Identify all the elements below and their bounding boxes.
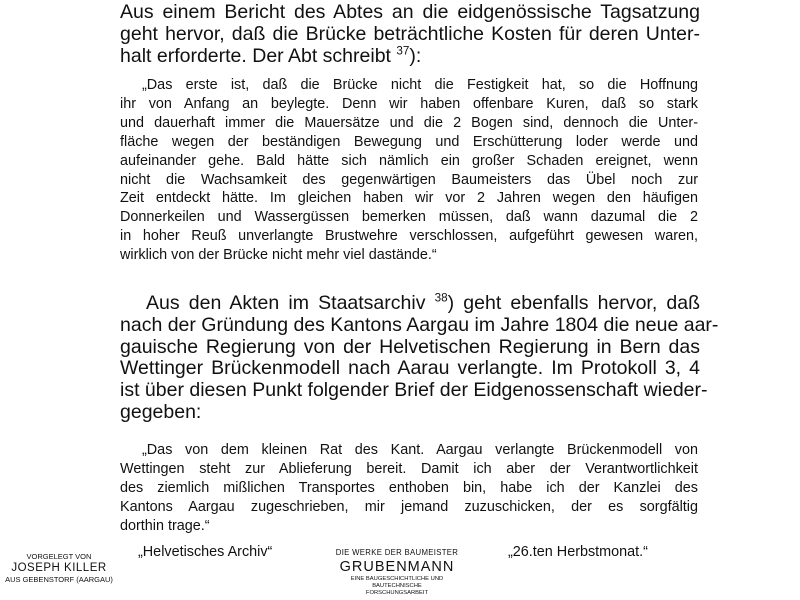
quote-confederation-letter — [120, 441, 698, 536]
footer-work-title: GRUBENMANN — [339, 559, 455, 575]
quote-line: fläche wegen der beständigen Bewegung und Erschütterung loder werde und — [120, 133, 698, 150]
footer-presented-by: VORGELEGT VON — [26, 552, 92, 561]
text-line: Wettinger Brückenmodell nach Aarau verlangte. Im Protokoll 3, 4 — [120, 357, 700, 380]
text-fragment: halt erforderte. Der Abt schreibt — [120, 44, 391, 67]
text-line: geht hervor, daß die Brücke beträchtliche Kosten für deren Unter- — [120, 22, 700, 45]
footer-author-block — [0, 552, 118, 585]
quote-line: „Das erste ist, daß die Brücke nicht die Festigkeit hat, so die Hoffnung — [142, 77, 698, 93]
footer-title-block — [326, 548, 468, 597]
paragraph-abbot-report — [120, 2, 700, 67]
quote-line: „Das von dem kleinen Rat des Kant. Aargau verlangte Brückenmodell von — [142, 442, 698, 458]
quote-line: ihr von Anfang an beylegte. Denn wir haben offenbare Kuren, daß so stark — [120, 95, 698, 112]
footer-author-origin: AUS GEBENSTORF (AARGAU) — [5, 575, 113, 584]
footer-subtitle-line2: FORSCHUNGSARBEIT — [365, 590, 429, 596]
text-line — [120, 46, 700, 68]
quote-line: und dauerhaft immer die Mauersätze und die 2 Bogen sind, dennoch die Unter- — [120, 114, 698, 131]
quote-line: aufeinander gehe. Bald hätte sich nämlich ein großer Schaden ereignet, wenn — [120, 152, 698, 169]
quote-line: des ziemlich mißlichen Transportes enthoben bin, habe ich der Kanzlei des — [120, 479, 698, 496]
text-fragment: ) geht ebenfalls hervor, daß — [447, 292, 701, 314]
quote-source-archive: „Helvetisches Archiv“ — [138, 544, 273, 560]
text-line: nach der Gründung des Kantons Aargau im Jahre 1804 die neue aar- — [120, 313, 719, 336]
text-line: ist über diesen Punkt folgender Brief der Eidgenossenschaft wieder- — [120, 379, 708, 402]
quote-line: in hoher Reuß unverlangte Brustwehre verschlossen, aufgeführt gewesen waren, — [120, 228, 698, 245]
quote-line: Donnerkeilen und Wassergüssen bemerken müssen, daß wann dazumal die 2 — [120, 209, 698, 226]
text-line: gauische Regierung von der Helvetischen Regierung in Bern das — [120, 335, 700, 358]
text-fragment: ): — [409, 44, 422, 67]
text-fragment: Aus den Akten im Staatsarchiv — [146, 292, 426, 314]
footer-author-name: JOSEPH KILLER — [11, 562, 107, 574]
quote-line: Kantons Aargau zugeschrieben, mir jemand zuzuschicken, der es sorgfältig — [120, 498, 698, 515]
text-line — [120, 293, 700, 315]
quote-abbot-letter — [120, 76, 698, 265]
footer-subtitle-line1: EINE BAUGESCHICHTLICHE UND BAUTECHNISCHE — [350, 576, 444, 589]
quote-date: „26.ten Herbstmonat.“ — [508, 544, 648, 560]
quote-line: Zeit entdeckt hätte. Im gleichen haben wir vor 2 Jahren wegen den häufigen — [120, 190, 698, 207]
text-line: gegeben: — [120, 400, 202, 423]
footnote-ref-38[interactable]: 38 — [434, 291, 448, 305]
footer-series-title: DIE WERKE DER BAUMEISTER — [335, 548, 459, 557]
text-line: Aus einem Bericht des Abtes an die eidgenössische Tagsatzung — [120, 1, 700, 23]
paragraph-state-archive — [120, 291, 719, 424]
quote-line: Wettingen steht zur Ablieferung bereit. Damit ich aber der Verantwortlichkeit — [120, 460, 698, 477]
quote-line: dorthin trage.“ — [120, 517, 210, 534]
quote-line: wirklich von der Brücke nicht mehr viel dastände.“ — [120, 247, 437, 264]
footnote-ref-37[interactable]: 37 — [396, 44, 410, 58]
quote-line: nicht die Wachsamkeit des gegenwärtigen Baumeisters das Übel noch zur — [120, 171, 698, 188]
